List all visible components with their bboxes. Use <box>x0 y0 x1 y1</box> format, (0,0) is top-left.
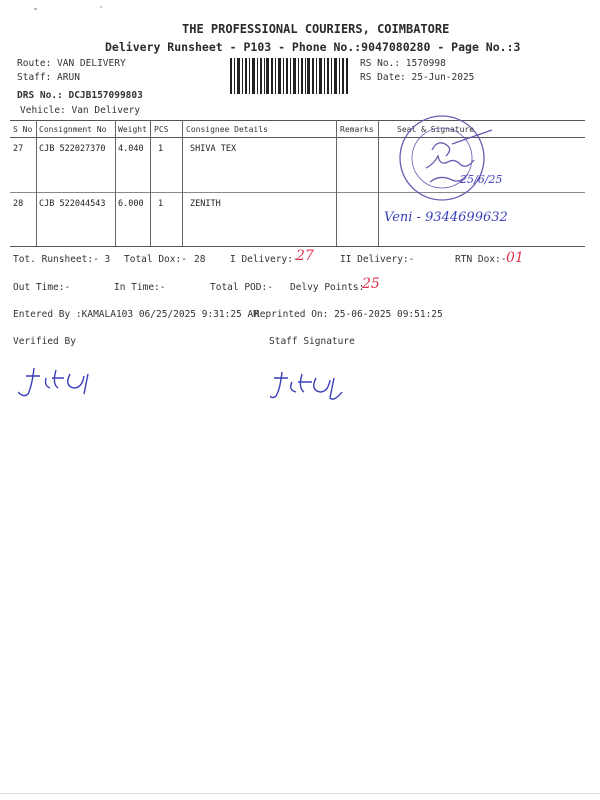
header-consignee-details: Consignee Details <box>186 125 268 134</box>
i-delivery-handwritten: 27 <box>296 248 314 264</box>
company-seal-stamp <box>396 108 506 208</box>
total-dox-value: 28 <box>194 254 206 265</box>
drs-number: DRS No.: DCJB157099803 <box>17 90 143 101</box>
ii-delivery-label: II Delivery:- <box>340 254 415 265</box>
scan-speck <box>34 8 37 10</box>
header-seal-signature: Seal & Signature <box>397 125 475 134</box>
consignee-phone-note: Veni - 9344699632 <box>384 210 508 225</box>
row-pcs: 1 <box>158 144 164 154</box>
row-consignment: CJB 522027370 <box>39 144 106 154</box>
staff-signature-label: Staff Signature <box>269 336 355 347</box>
entered-by: Entered By :KAMALA103 06/25/2025 9:31:25 AM <box>13 309 259 320</box>
col-divider <box>336 120 337 246</box>
header-weight: Weight <box>118 125 147 134</box>
header-consignment-no: Consignment No <box>39 125 107 134</box>
stamp-date: 25/6/25 <box>460 173 503 186</box>
rs-date: RS Date: 25-Jun-2025 <box>360 72 475 83</box>
total-dox-label: Total Dox:- <box>124 254 187 265</box>
col-divider <box>182 120 183 246</box>
header-sno: S No <box>13 125 33 134</box>
total-pod-label: Total POD:- <box>210 282 273 293</box>
row-consignment: CJB 522044543 <box>39 199 106 209</box>
vehicle-label: Vehicle: Van Delivery <box>20 105 141 116</box>
verifier-signature <box>18 364 114 404</box>
staff-signature <box>270 368 366 408</box>
table-bottom-border <box>10 246 585 247</box>
runsheet-title: Delivery Runsheet - P103 - Phone No.:9047080280 - Page No.:3 <box>105 40 521 54</box>
rtn-dox-label: RTN Dox:- <box>455 254 507 265</box>
col-divider <box>115 120 116 246</box>
scan-speck <box>100 6 102 8</box>
row-sno: 27 <box>13 144 24 154</box>
i-delivery-label: I Delivery:- <box>230 254 299 265</box>
row-weight: 6.000 <box>118 199 144 209</box>
delvy-points-handwritten: 25 <box>362 276 380 292</box>
rtn-dox-handwritten: 01 <box>506 250 524 266</box>
rs-number: RS No.: 1570998 <box>360 58 446 69</box>
verified-by-label: Verified By <box>13 336 76 347</box>
col-divider <box>36 120 37 246</box>
header-pcs: PCS <box>154 125 169 134</box>
row-consignee: SHIVA TEX <box>190 144 237 154</box>
row-sno: 28 <box>13 199 24 209</box>
tot-runsheet: Tot. Runsheet:- 3 <box>13 254 111 265</box>
header-remarks: Remarks <box>340 125 374 134</box>
staff-label: Staff: ARUN <box>17 72 80 83</box>
reprinted-on: Reprinted On: 25-06-2025 09:51:25 <box>254 309 443 320</box>
row-weight: 4.040 <box>118 144 144 154</box>
row-pcs: 1 <box>158 199 164 209</box>
scan-edge <box>0 793 600 794</box>
company-name: THE PROFESSIONAL COURIERS, COIMBATORE <box>182 22 450 36</box>
col-divider <box>150 120 151 246</box>
barcode <box>230 58 350 94</box>
row-consignee: ZENITH <box>190 199 221 209</box>
out-time-label: Out Time:- <box>13 282 71 293</box>
in-time-label: In Time:- <box>114 282 166 293</box>
delvy-points-label: Delvy Points:- <box>290 282 371 293</box>
col-divider <box>378 120 379 246</box>
route-label: Route: VAN DELIVERY <box>17 58 126 69</box>
